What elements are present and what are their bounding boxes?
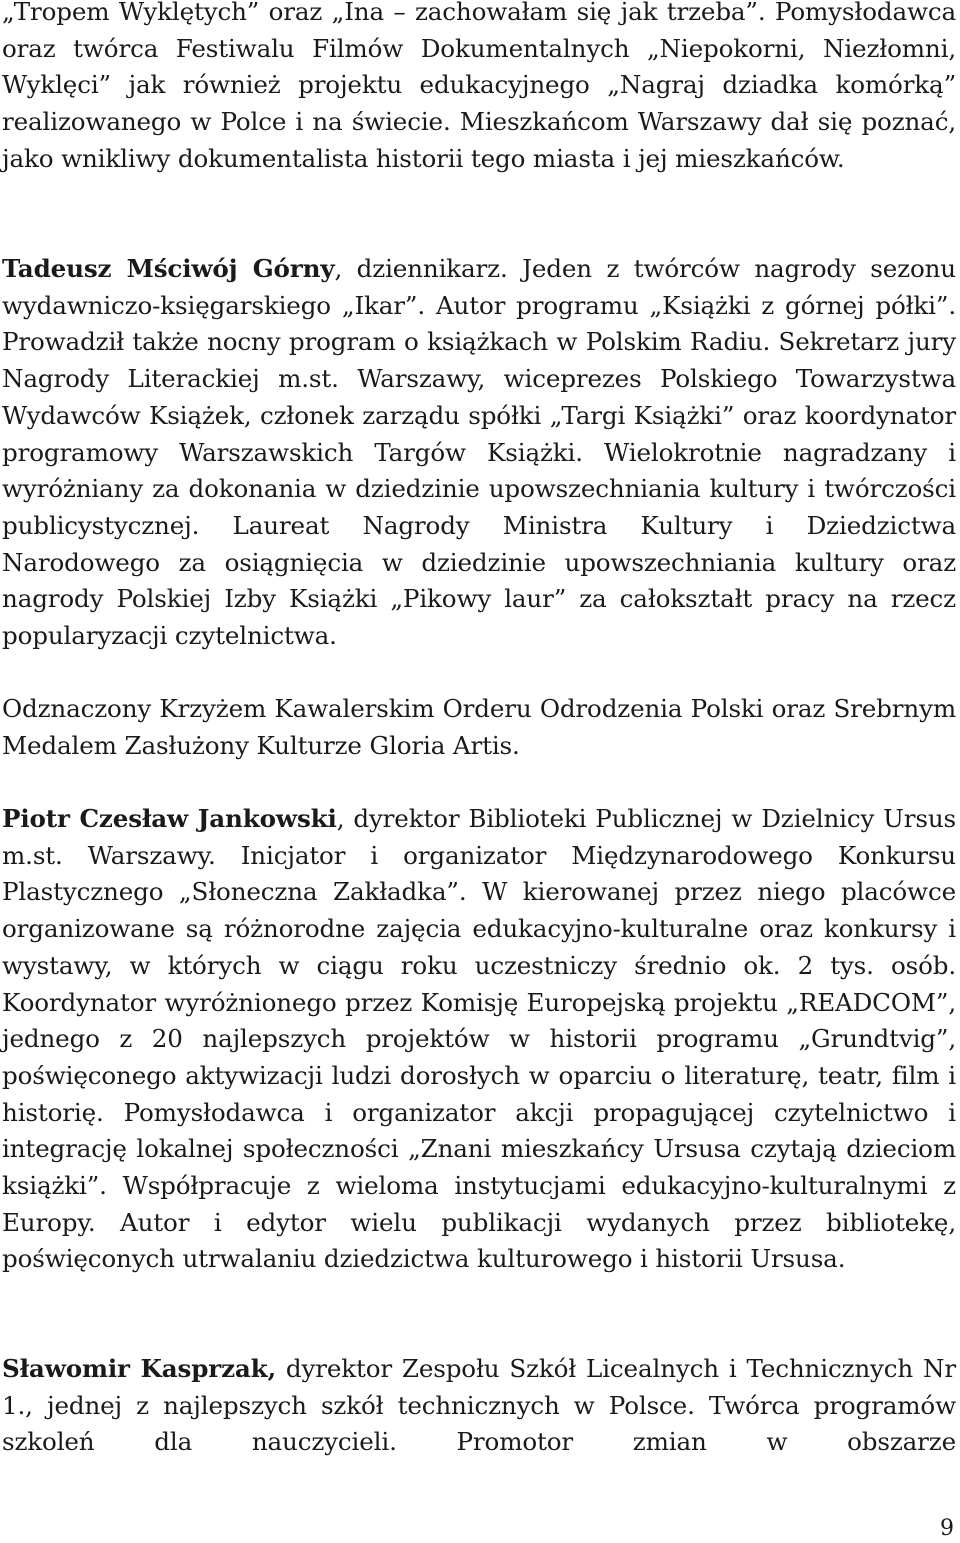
paragraph-tadeusz-gorny-awards-text: Odznaczony Krzyżem Kawalerskim Orderu Odrodzenia Polski oraz Srebrnym Medalem Zasłużony Kulturze Gloria Artis. — [2, 694, 956, 760]
paragraph-piotr-jankowski — [2, 801, 956, 1278]
person-name-piotr-jankowski: Piotr Czesław Jankowski — [2, 804, 337, 833]
paragraph-tadeusz-gorny-text: , dziennikarz. Jeden z twórców nagrody sezonu wydawniczo-księgarskiego „Ikar”. Autor programu „Książki z górnej półki”. Prowadził także nocny program o książkach w Polskim Radiu. Sekretarz jury Nagrody Literackiej m.st. Warszawy, wiceprezes Polskiego Towarzystwa Wydawców Książek, członek zarządu spółki „Targi Książki” oraz koordynator programowy Warszawskich Targów Książki. Wielokrotnie nagradzany i wyróżniany za dokonania w dziedzinie upowszechniania kultury i twórczości publicystycznej. Laureat Nagrody Ministra Kultury i Dziedzictwa Narodowego za osiągnięcia w dziedzinie upowszechniania kultury oraz nagrody Polskiej Izby Książki „Pikowy laur” za całokształt pracy na rzecz popularyzacji czytelnictwa. — [2, 254, 956, 651]
page-number: 9 — [940, 1516, 954, 1541]
paragraph-tadeusz-gorny — [2, 251, 956, 655]
paragraph-tadeusz-gorny-awards — [2, 691, 956, 764]
paragraph-intro — [2, 0, 956, 178]
person-name-tadeusz-gorny: Tadeusz Mściwój Górny — [2, 254, 335, 283]
paragraph-slawomir-kasprzak — [2, 1351, 956, 1461]
paragraph-piotr-jankowski-text: , dyrektor Biblioteki Publicznej w Dzielnicy Ursus m.st. Warszawy. Inicjator i organizator Międzynarodowego Konkursu Plastycznego „Słoneczna Zakładka”. W kierowanej przez niego placówce organizowane są różnorodne zajęcia edukacyjno-kulturalne oraz konkursy i wystawy, w których w ciągu roku uczestniczy średnio ok. 2 tys. osób. Koordynator wyróżnionego przez Komisję Europejską projektu „READCOM”, jednego z 20 najlepszych projektów w historii programu „Grundtvig”, poświęconego aktywizacji ludzi dorosłych w oparciu o literaturę, teatr, film i historię. Pomysłodawca i organizator akcji propagującej czytelnictwo i integrację lokalnej społeczności „Znani mieszkańcy Ursusa czytają dzieciom książki”. Współpracuje z wieloma instytucjami edukacyjno-kulturalnymi z Europy. Autor i edytor wielu publikacji wydanych przez bibliotekę, poświęconych utrwalaniu dziedzictwa kulturowego i historii Ursusa. — [2, 804, 956, 1274]
paragraph-slawomir-kasprzak-text: dyrektor Zespołu Szkół Licealnych i Technicznych Nr 1., jednej z najlepszych szkół technicznych w Polsce. Twórca programów szkoleń dla nauczycieli. Promotor zmian w obszarze — [2, 1354, 957, 1457]
person-name-slawomir-kasprzak: Sławomir Kasprzak, — [2, 1354, 276, 1383]
paragraph-intro-text: „Tropem Wyklętych” oraz „Ina – zachowałam się jak trzeba”. Pomysłodawca oraz twórca Festiwalu Filmów Dokumentalnych „Niepokorni, Niezłomni, Wyklęci” jak również projektu edukacyjnego „Nagraj dziadka komórką” realizowanego w Polce i na świecie. Mieszkańcom Warszawy dał się poznać, jako wnikliwy dokumentalista historii tego miasta i jej mieszkańców. — [2, 0, 956, 173]
